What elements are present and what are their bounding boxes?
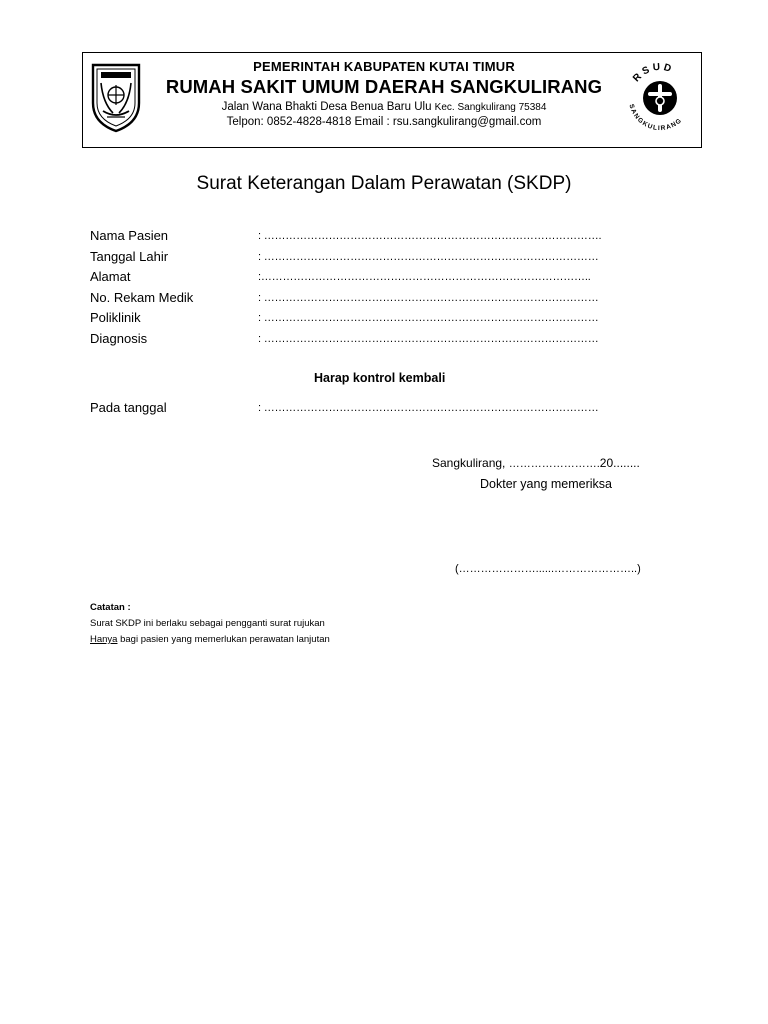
field-label: No. Rekam Medik	[90, 289, 194, 305]
field-blank: : …………………………………………………………………………………	[258, 312, 599, 325]
notes-heading: Catatan :	[90, 602, 131, 613]
svg-text:RSUD	[631, 62, 675, 85]
field-blank: : …………………………………………………………………………………	[258, 250, 599, 263]
field-blank: : …………………………………………………………………………………	[258, 332, 599, 345]
field-row-alamat	[90, 267, 690, 288]
rsud-logo-icon	[623, 57, 697, 137]
field-label: Alamat	[90, 269, 131, 285]
document-title: Surat Keterangan Dalam Perawatan (SKDP)	[196, 173, 572, 194]
rsud-logo-bottom-text: SANGKULIRANG	[627, 103, 684, 133]
field-blank: :………………………………………………………………………………..	[258, 271, 591, 284]
letterhead-text	[143, 59, 625, 130]
government-name: PEMERINTAH KABUPATEN KUTAI TIMUR	[253, 59, 515, 74]
doctor-name-line: (…………………......…………………..)	[455, 563, 641, 575]
patient-fields	[90, 226, 690, 350]
field-blank: : ………………………………………………………………………………….	[258, 230, 602, 242]
rsud-logo-top-text: RSUD	[631, 61, 676, 85]
address-district: Kec. Sangkulirang 75384	[434, 102, 547, 113]
field-label: Poliklinik	[90, 310, 141, 326]
field-label: Diagnosis	[90, 330, 148, 346]
field-row-tanggal-lahir	[90, 247, 690, 268]
field-row-pada-tanggal	[90, 398, 690, 419]
field-row-diagnosis	[90, 329, 690, 350]
signature-place: Sangkulirang,	[432, 456, 506, 470]
control-date-field	[90, 398, 690, 419]
control-heading: Harap kontrol kembali	[314, 371, 446, 385]
field-label: Nama Pasien	[90, 228, 169, 243]
signature-date-blank: …………………….	[508, 458, 600, 470]
signature-year: 20........	[599, 456, 640, 470]
hospital-address	[143, 100, 625, 115]
kutai-timur-emblem-icon	[89, 59, 143, 135]
address-main: Jalan Wana Bhakti Desa Benua Baru Ulu	[221, 101, 432, 113]
letterhead	[82, 52, 702, 148]
notes-underlined-word: Hanya	[90, 634, 118, 645]
doctor-caption: Dokter yang memeriksa	[480, 477, 612, 491]
field-blank: : …………………………………………………………………………………	[258, 291, 599, 304]
field-label: Tanggal Lahir	[90, 248, 169, 264]
field-row-rekam-medik	[90, 288, 690, 309]
hospital-name: RUMAH SAKIT UMUM DAERAH SANGKULIRANG	[165, 76, 603, 97]
field-label: Pada tanggal	[90, 400, 167, 415]
field-blank: : …………………………………………………………………………………	[258, 402, 599, 414]
signature-place-date	[432, 455, 640, 472]
hospital-contact: Telpon: 0852-4828-4818 Email : rsu.sangkulirang@gmail.com	[226, 116, 542, 128]
notes-line-2	[90, 632, 330, 648]
notes-line-1: Surat SKDP ini berlaku sebagai pengganti surat rujukan	[90, 618, 325, 629]
field-row-nama-pasien	[90, 226, 690, 247]
notes-section	[90, 600, 330, 648]
field-row-poliklinik	[90, 308, 690, 329]
notes-line-2-rest: bagi pasien yang memerlukan perawatan lanjutan	[117, 634, 330, 645]
